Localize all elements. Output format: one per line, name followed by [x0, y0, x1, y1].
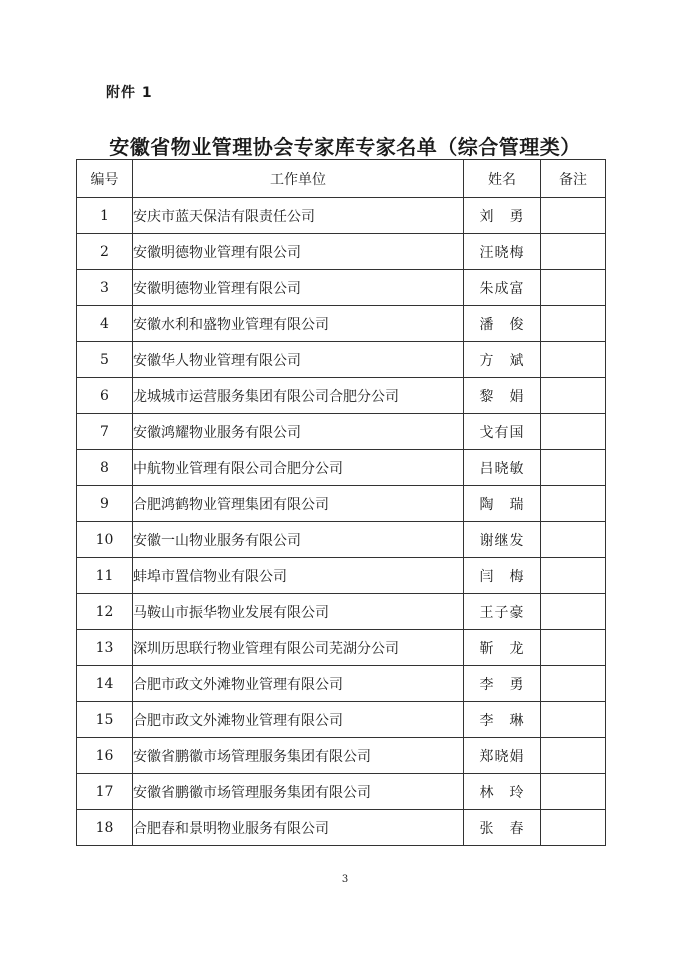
row-name: 方 斌 [464, 342, 541, 378]
document-title: 安徽省物业管理协会专家库专家名单（综合管理类） [109, 135, 581, 159]
row-number: 13 [77, 630, 133, 666]
table-row [77, 486, 606, 522]
row-note [541, 702, 606, 738]
page-number: 3 [341, 874, 349, 885]
row-name: 黎 娟 [464, 378, 541, 414]
row-work-unit: 安徽一山物业服务有限公司 [133, 522, 464, 558]
row-note [541, 414, 606, 450]
row-work-unit: 安徽华人物业管理有限公司 [133, 342, 464, 378]
row-work-unit: 龙城城市运营服务集团有限公司合肥分公司 [133, 378, 464, 414]
row-note [541, 234, 606, 270]
row-work-unit: 马鞍山市振华物业发展有限公司 [133, 594, 464, 630]
table-row [77, 738, 606, 774]
row-work-unit: 深圳历思联行物业管理有限公司芜湖分公司 [133, 630, 464, 666]
row-name: 郑晓娟 [464, 738, 541, 774]
row-work-unit: 蚌埠市置信物业有限公司 [133, 558, 464, 594]
table-body [77, 198, 606, 846]
table-row [77, 306, 606, 342]
row-work-unit: 合肥春和景明物业服务有限公司 [133, 810, 464, 846]
table-row [77, 270, 606, 306]
row-number: 4 [77, 306, 133, 342]
row-note [541, 270, 606, 306]
row-name: 王子豪 [464, 594, 541, 630]
row-number: 15 [77, 702, 133, 738]
row-number: 1 [77, 198, 133, 234]
row-work-unit: 安徽省鹏徽市场管理服务集团有限公司 [133, 738, 464, 774]
table-row [77, 702, 606, 738]
row-note [541, 522, 606, 558]
row-name: 戈有国 [464, 414, 541, 450]
row-number: 2 [77, 234, 133, 270]
row-note [541, 594, 606, 630]
row-note [541, 486, 606, 522]
row-work-unit: 安徽明德物业管理有限公司 [133, 270, 464, 306]
row-number: 3 [77, 270, 133, 306]
row-note [541, 342, 606, 378]
table-row [77, 342, 606, 378]
row-note [541, 774, 606, 810]
table-header-row [77, 160, 606, 198]
table-row [77, 666, 606, 702]
row-name: 闫 梅 [464, 558, 541, 594]
row-number: 9 [77, 486, 133, 522]
row-name: 林 玲 [464, 774, 541, 810]
row-name: 靳 龙 [464, 630, 541, 666]
row-work-unit: 安徽水利和盛物业管理有限公司 [133, 306, 464, 342]
table-row [77, 558, 606, 594]
row-number: 5 [77, 342, 133, 378]
row-work-unit: 合肥市政文外滩物业管理有限公司 [133, 666, 464, 702]
row-number: 16 [77, 738, 133, 774]
table-row [77, 810, 606, 846]
table-row [77, 198, 606, 234]
table-row [77, 414, 606, 450]
row-name: 朱成富 [464, 270, 541, 306]
row-number: 12 [77, 594, 133, 630]
row-work-unit: 安庆市蓝天保洁有限责任公司 [133, 198, 464, 234]
row-number: 11 [77, 558, 133, 594]
row-number: 7 [77, 414, 133, 450]
table-row [77, 774, 606, 810]
row-number: 14 [77, 666, 133, 702]
header-name: 姓名 [464, 160, 541, 198]
header-unit: 工作单位 [133, 160, 464, 198]
row-name: 谢继发 [464, 522, 541, 558]
header-note: 备注 [541, 160, 606, 198]
table-row [77, 522, 606, 558]
table-row [77, 234, 606, 270]
row-work-unit: 中航物业管理有限公司合肥分公司 [133, 450, 464, 486]
row-note [541, 450, 606, 486]
row-work-unit: 安徽明德物业管理有限公司 [133, 234, 464, 270]
row-name: 张 春 [464, 810, 541, 846]
row-note [541, 378, 606, 414]
row-number: 8 [77, 450, 133, 486]
row-name: 吕晓敏 [464, 450, 541, 486]
row-work-unit: 合肥市政文外滩物业管理有限公司 [133, 702, 464, 738]
row-number: 18 [77, 810, 133, 846]
table-row [77, 450, 606, 486]
row-note [541, 738, 606, 774]
row-number: 6 [77, 378, 133, 414]
row-note [541, 198, 606, 234]
row-number: 17 [77, 774, 133, 810]
row-name: 汪晓梅 [464, 234, 541, 270]
row-work-unit: 合肥鸿鹤物业管理集团有限公司 [133, 486, 464, 522]
row-note [541, 306, 606, 342]
row-number: 10 [77, 522, 133, 558]
table-row [77, 378, 606, 414]
table-row [77, 594, 606, 630]
row-note [541, 810, 606, 846]
row-name: 陶 瑞 [464, 486, 541, 522]
table-row [77, 630, 606, 666]
row-work-unit: 安徽省鹏徽市场管理服务集团有限公司 [133, 774, 464, 810]
row-name: 潘 俊 [464, 306, 541, 342]
row-work-unit: 安徽鸿耀物业服务有限公司 [133, 414, 464, 450]
row-name: 李 琳 [464, 702, 541, 738]
row-note [541, 666, 606, 702]
row-name: 刘 勇 [464, 198, 541, 234]
attachment-label: 附件 1 [106, 85, 153, 101]
header-no: 编号 [77, 160, 133, 198]
row-note [541, 558, 606, 594]
row-note [541, 630, 606, 666]
row-name: 李 勇 [464, 666, 541, 702]
expert-roster-table [76, 159, 606, 846]
